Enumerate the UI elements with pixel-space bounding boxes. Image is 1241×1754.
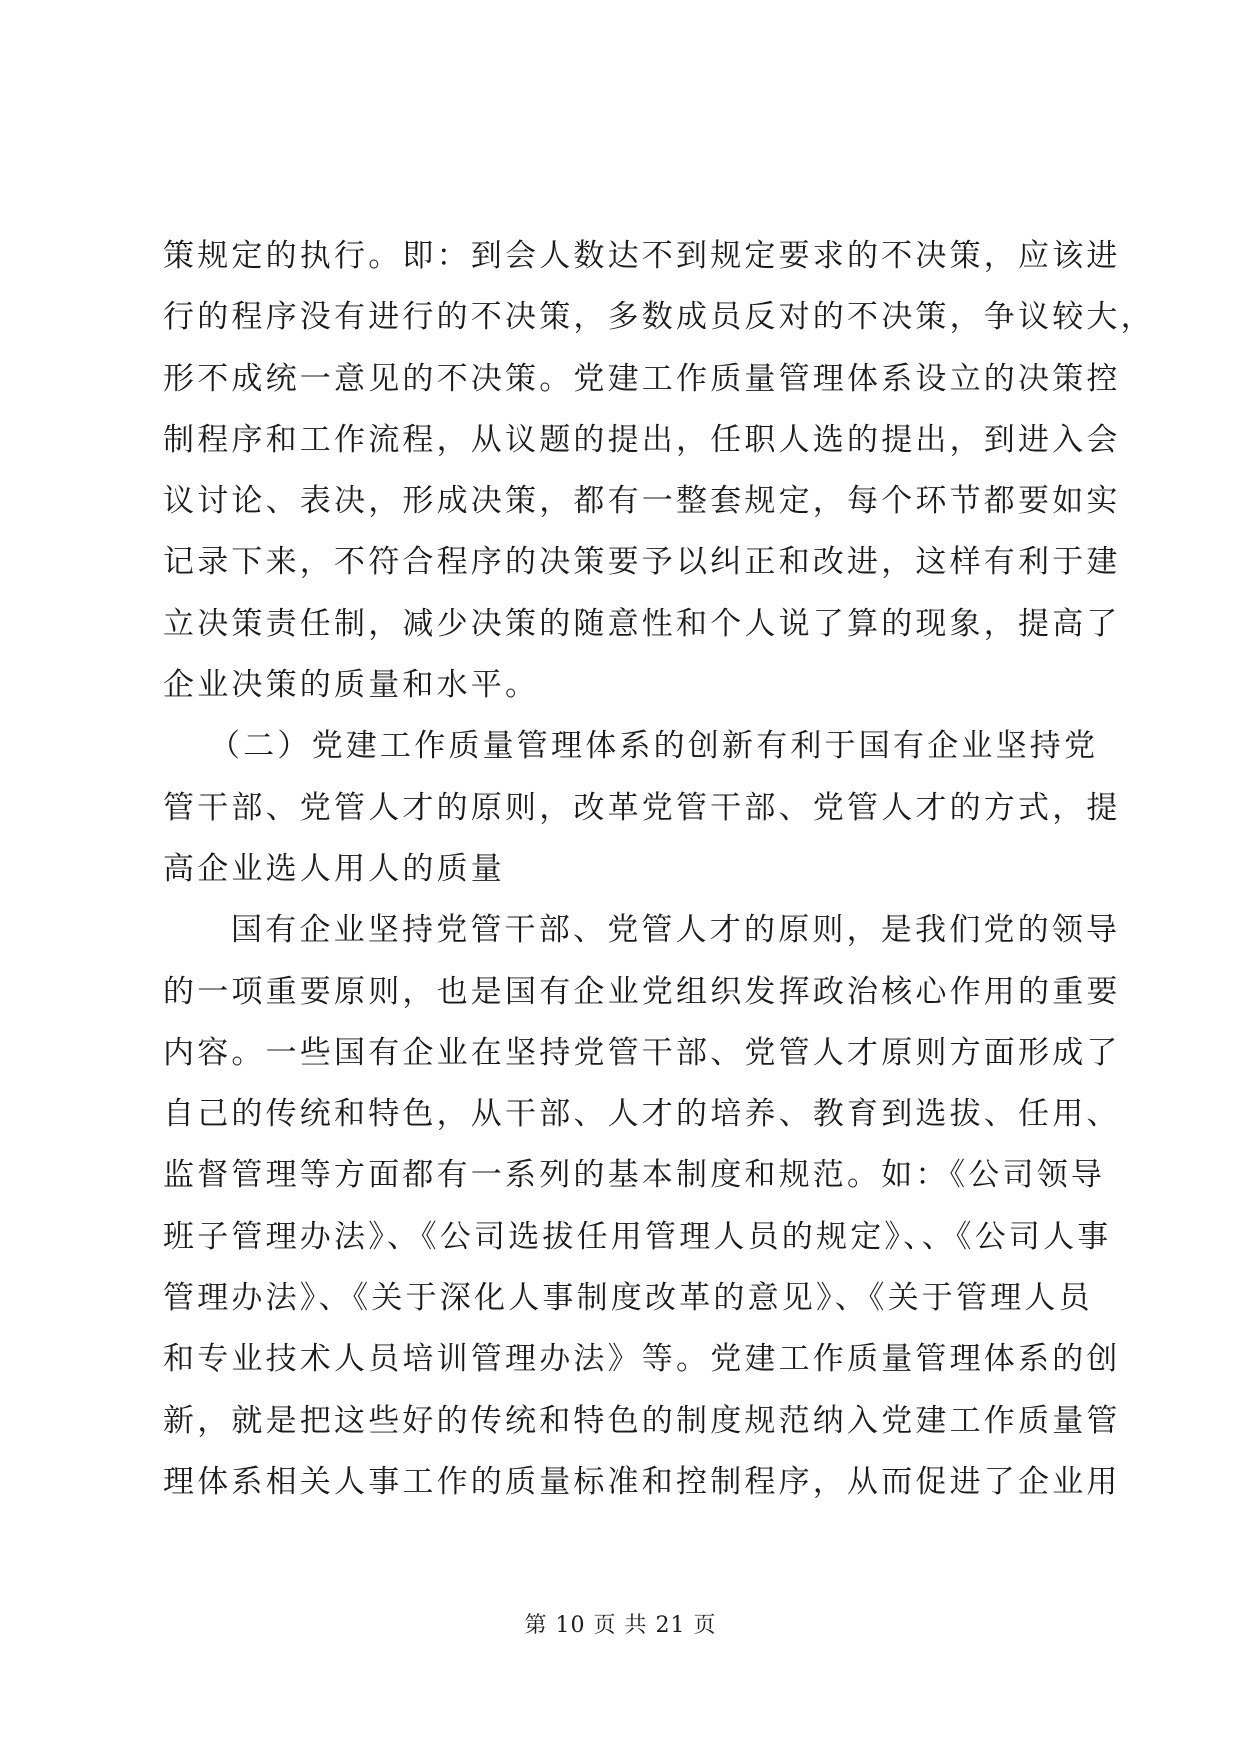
text-line: 立决策责任制，减少决策的随意性和个人说了算的现象，提高了 xyxy=(163,605,1121,642)
text-line: 策规定的执行。即：到会人数达不到规定要求的不决策，应该进 xyxy=(163,238,1121,274)
text-line: 内容。一些国有企业在坚持党管干部、党管人才原则方面形成了 xyxy=(163,1034,1121,1071)
text-line: 监督管理等方面都有一系列的基本制度和规范。如：《公司领导 xyxy=(163,1157,1106,1194)
text-line: 管理办法》、《关于深化人事制度改革的意见》、《关于管理人员 xyxy=(163,1280,1093,1317)
text-line: 的一项重要原则，也是国有企业党组织发挥政治核心作用的重要 xyxy=(163,973,1121,1010)
text-line: 自己的传统和特色，从干部、人才的培养、教育到选拔、任用、 xyxy=(163,1096,1121,1133)
text-line: 制程序和工作流程，从议题的提出，任职人选的提出，到进入会 xyxy=(163,421,1121,458)
section-heading-line: （二）党建工作质量管理体系的创新有利于国有企业坚持党 xyxy=(209,728,1099,765)
text-line: 行的程序没有进行的不决策，多数成员反对的不决策，争议较大， xyxy=(163,299,1155,336)
body-text xyxy=(163,226,1155,1513)
text-line: 记录下来，不符合程序的决策要予以纠正和改进，这样有利于建 xyxy=(163,544,1121,581)
text-line: 国有企业坚持党管干部、党管人才的原则，是我们党的领导 xyxy=(231,912,1121,949)
text-line: 班子管理办法》、《公司选拔任用管理人员的规定》、、《公司人事 xyxy=(163,1218,1112,1255)
text-line: 理体系相关人事工作的质量标准和控制程序，从而促进了企业用 xyxy=(163,1463,1121,1500)
text-line: 议讨论、表决，形成决策，都有一整套规定，每个环节都要如实 xyxy=(163,483,1121,520)
text-line: 新，就是把这些好的传统和特色的制度规范纳入党建工作质量管 xyxy=(163,1402,1121,1439)
text-line: 形不成统一意见的不决策。党建工作质量管理体系设立的决策控 xyxy=(163,360,1121,397)
text-line: 企业决策的质量和水平。 xyxy=(163,667,540,704)
section-heading-line: 管干部、党管人才的原则，改革党管干部、党管人才的方式，提 xyxy=(163,789,1121,826)
section-heading-line: 高企业选人用人的质量 xyxy=(163,850,505,887)
page-footer: 第 10 页 共 21 页 xyxy=(524,1613,717,1638)
text-line: 和专业技术人员培训管理办法》等。党建工作质量管理体系的创 xyxy=(163,1341,1121,1378)
